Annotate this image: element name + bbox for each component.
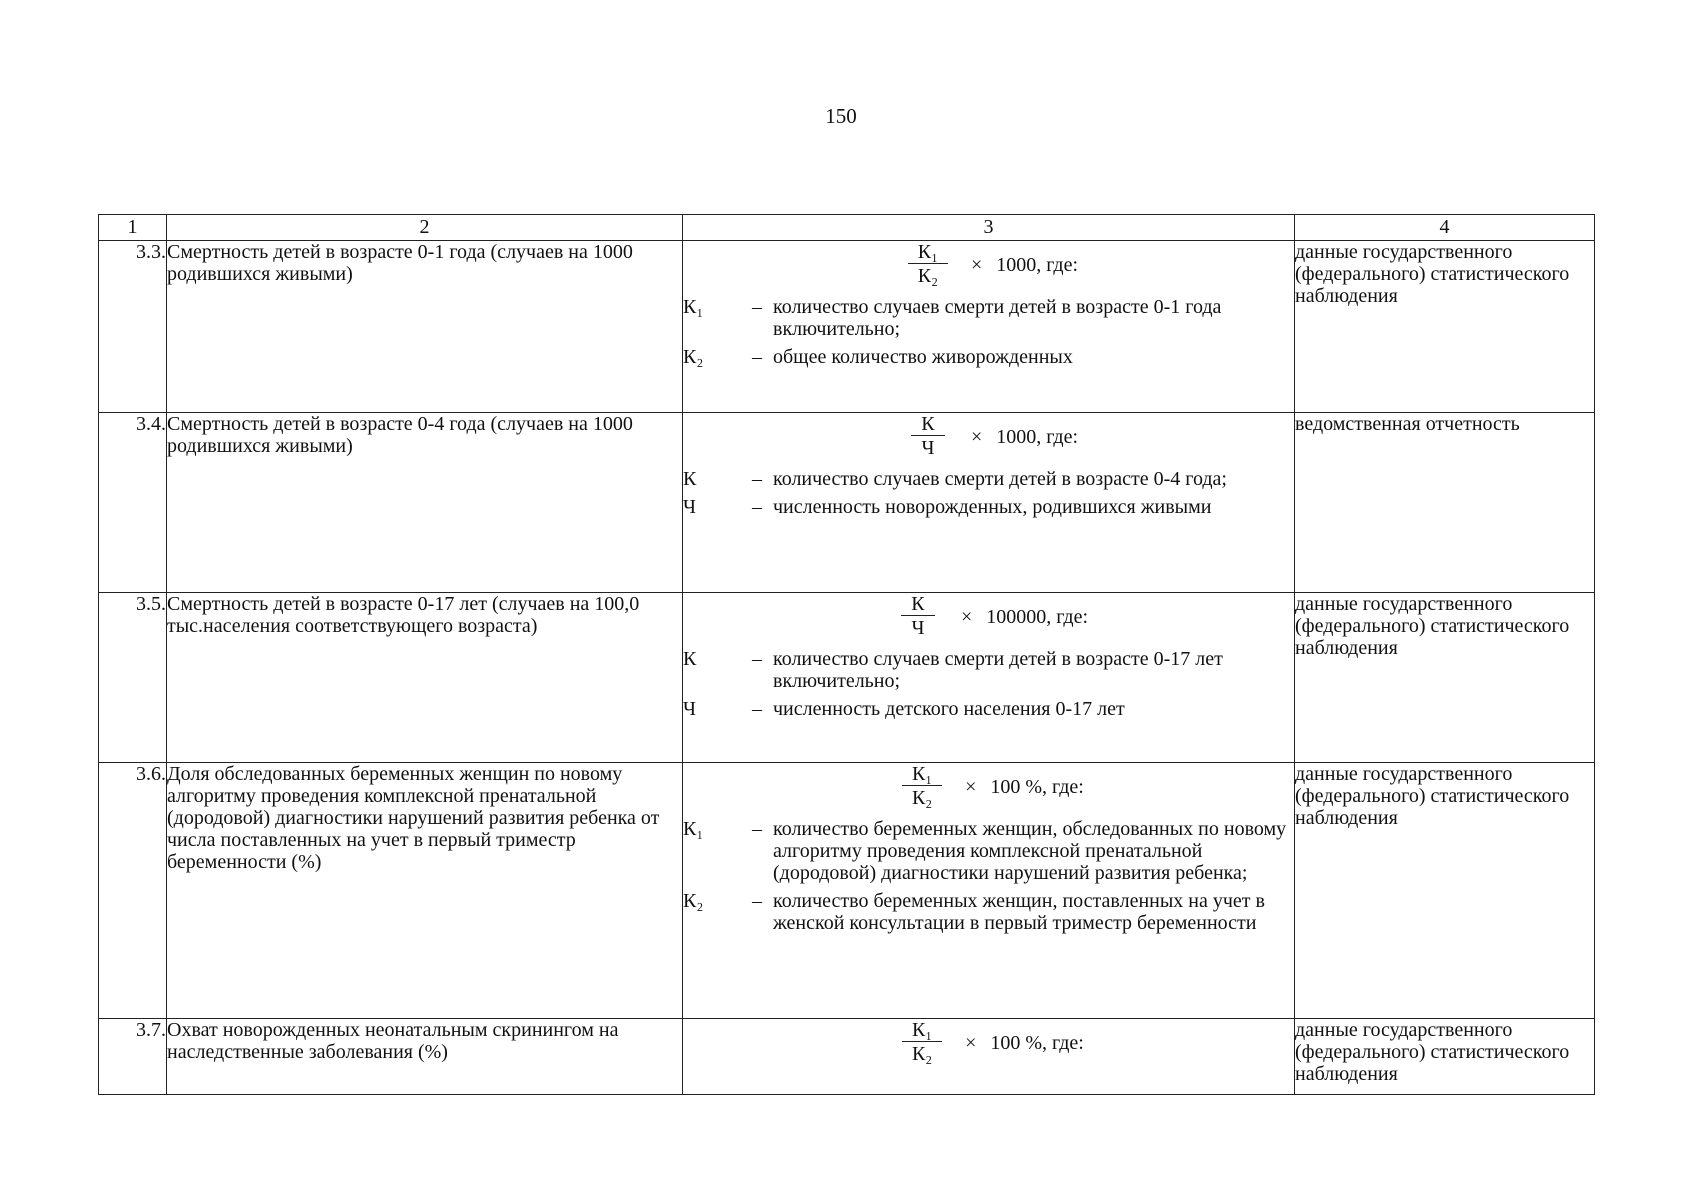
definition-symbol: К [683, 468, 697, 490]
indicator-name: Охват новорожденных неонатальным скринингом на наследственные заболевания (%) [167, 1019, 683, 1095]
definition [683, 346, 1294, 368]
multiply-sign: × [970, 253, 983, 276]
header-col-4: 4 [1295, 215, 1595, 241]
row-number: 3.5. [99, 593, 167, 763]
definition [683, 648, 1294, 692]
fraction [899, 241, 957, 288]
definition-text: общее количество живорожденных [773, 346, 1073, 368]
definition-dash: – [752, 496, 762, 518]
numerator: К₁ [902, 1019, 942, 1042]
formula [683, 593, 1294, 640]
definition-dash: – [752, 698, 762, 720]
coefficient: 1000, где: [996, 253, 1079, 276]
table-row [99, 413, 1595, 593]
numerator: К [911, 413, 944, 436]
definition-dash: – [752, 818, 762, 840]
coefficient: 100 %, где: [990, 775, 1084, 798]
definition-text: количество беременных женщин, поставленных на учет в женской консультации в первый триместр беременности [773, 890, 1265, 934]
numerator: К₁ [908, 241, 948, 264]
formula-cell [683, 1019, 1295, 1095]
table-row [99, 241, 1595, 413]
fraction [899, 413, 957, 460]
definition-text: количество беременных женщин, обследованных по новому алгоритму проведения комплексной пренатальной (дородовой) диагностики нарушений развития ребенка; [773, 818, 1287, 884]
table-row [99, 1019, 1595, 1095]
table-row [99, 593, 1595, 763]
denominator: Ч [911, 617, 925, 639]
definition [683, 890, 1294, 934]
definition [683, 296, 1294, 340]
definition-text: численность детского населения 0-17 лет [773, 698, 1125, 720]
indicator-name: Доля обследованных беременных женщин по новому алгоритму проведения комплексной пренатальной (дородовой) диагностики нарушений развития ребенка от числа поставленных на учет в первый триместр беременности (%) [167, 763, 683, 1019]
data-source: данные государственного (федерального) статистического наблюдения [1295, 593, 1595, 763]
definition [683, 698, 1294, 720]
definition-symbol: К₂ [683, 346, 704, 368]
denominator: К₂ [917, 265, 939, 287]
denominator: К₂ [911, 787, 933, 809]
page-number: 150 [825, 104, 857, 128]
row-number: 3.6. [99, 763, 167, 1019]
multiply-sign: × [960, 605, 973, 628]
definition [683, 496, 1294, 518]
table-row [99, 763, 1595, 1019]
row-number: 3.7. [99, 1019, 167, 1095]
formula [683, 763, 1294, 810]
coefficient: 100 %, где: [990, 1031, 1084, 1054]
coefficient: 100000, где: [986, 605, 1089, 628]
data-source: данные государственного (федерального) статистического наблюдения [1295, 763, 1595, 1019]
formula [683, 413, 1294, 460]
indicator-name: Смертность детей в возрасте 0-4 года (случаев на 1000 родившихся живыми) [167, 413, 683, 593]
numerator: К₁ [902, 763, 942, 786]
definition-symbol: Ч [683, 496, 696, 518]
definition-text: количество случаев смерти детей в возрасте 0-1 года включительно; [773, 296, 1222, 340]
definition-symbol: К₁ [683, 296, 704, 318]
header-col-2: 2 [167, 215, 683, 241]
definition [683, 468, 1294, 490]
definition-dash: – [752, 890, 762, 912]
definition-symbol: Ч [683, 698, 696, 720]
formula-cell [683, 593, 1295, 763]
formula-cell [683, 413, 1295, 593]
row-number: 3.4. [99, 413, 167, 593]
definition-text: численность новорожденных, родившихся живыми [773, 496, 1212, 518]
denominator: К₂ [911, 1043, 933, 1065]
definition-dash: – [752, 346, 762, 368]
row-number: 3.3. [99, 241, 167, 413]
definition-text: количество случаев смерти детей в возрасте 0-4 года; [773, 468, 1227, 490]
indicator-name: Смертность детей в возрасте 0-17 лет (случаев на 100,0 тыс.населения соответствующего возраста) [167, 593, 683, 763]
multiply-sign: × [965, 775, 977, 798]
formula [683, 241, 1294, 288]
data-source: данные государственного (федерального) статистического наблюдения [1295, 241, 1595, 413]
header-col-3: 3 [683, 215, 1295, 241]
multiply-sign: × [965, 1031, 977, 1054]
header-col-1: 1 [99, 215, 167, 241]
fraction [893, 763, 951, 810]
data-source: ведомственная отчетность [1295, 413, 1595, 593]
denominator: Ч [921, 437, 935, 459]
formula-cell [683, 241, 1295, 413]
definition-text: количество случаев смерти детей в возрасте 0-17 лет включительно; [773, 648, 1223, 692]
definition-dash: – [752, 296, 762, 318]
definition-symbol: К [683, 648, 697, 670]
numerator: К [901, 593, 934, 616]
fraction [893, 1019, 951, 1066]
multiply-sign: × [970, 425, 983, 448]
coefficient: 1000, где: [996, 425, 1079, 448]
definition [683, 818, 1294, 884]
fraction [889, 593, 947, 640]
definition-dash: – [752, 468, 762, 490]
table-header-row [99, 215, 1595, 241]
formula [683, 1019, 1294, 1066]
indicators-table [98, 214, 1595, 1095]
data-source: данные государственного (федерального) статистического наблюдения [1295, 1019, 1595, 1095]
definition-symbol: К₁ [683, 818, 704, 840]
formula-cell [683, 763, 1295, 1019]
indicator-name: Смертность детей в возрасте 0-1 года (случаев на 1000 родившихся живыми) [167, 241, 683, 413]
definition-dash: – [752, 648, 762, 670]
definition-symbol: К₂ [683, 890, 704, 912]
